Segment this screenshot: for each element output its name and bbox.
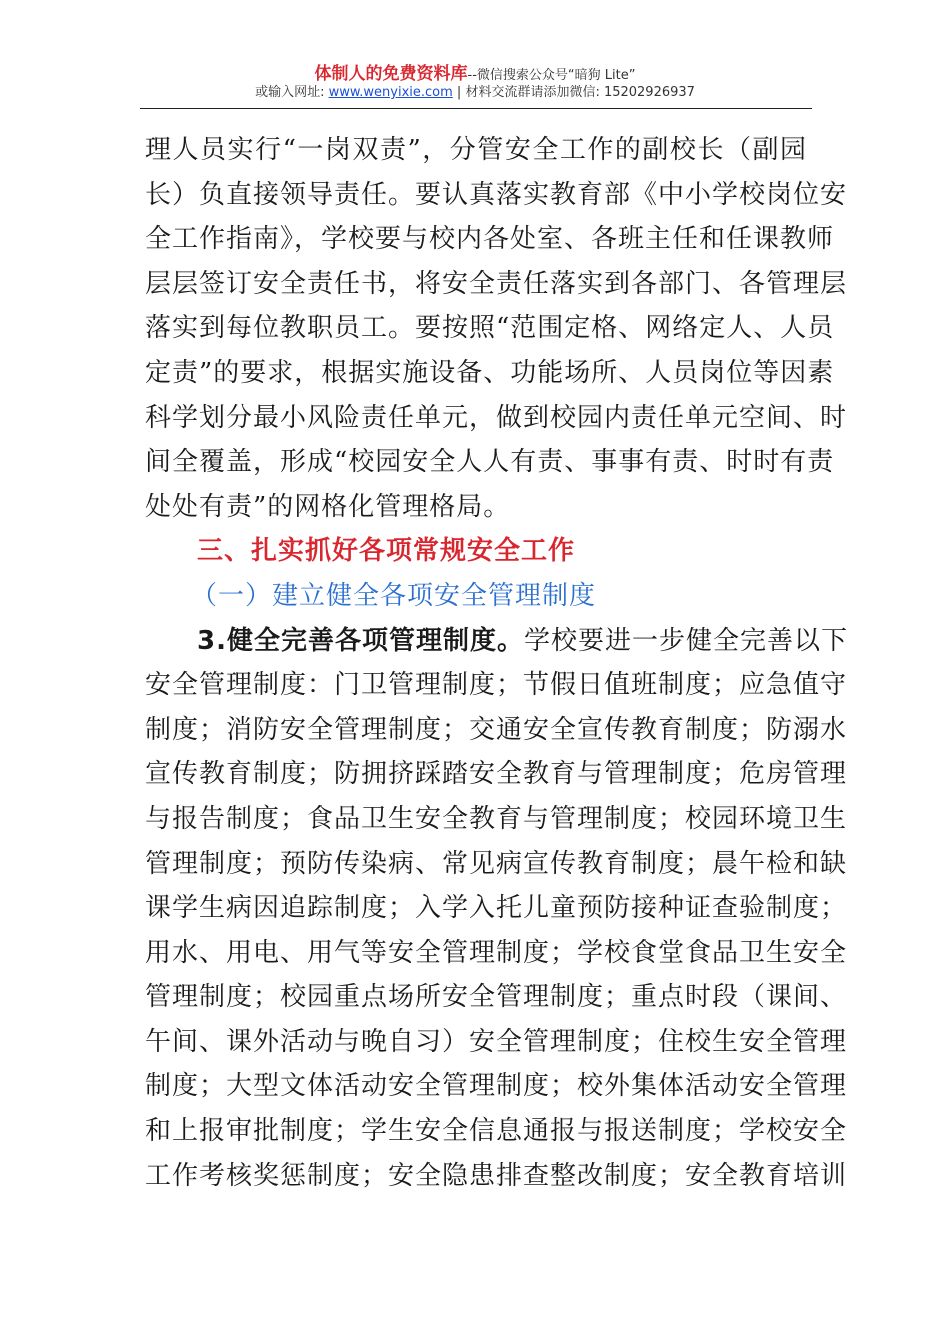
section-heading: 三、扎实抓好各项常规安全工作 bbox=[197, 536, 576, 567]
paragraph-line: 宣传教育制度；防拥挤踩踏安全教育与管理制度；危房管理 bbox=[145, 759, 848, 790]
paragraph-line: 与报告制度；食品卫生安全教育与管理制度；校园环境卫生 bbox=[145, 803, 848, 834]
paragraph-line: 全工作指南》，学校要与校内各处室、各班主任和任课教师 bbox=[145, 224, 835, 255]
paragraph-line: 科学划分最小风险责任单元，做到校园内责任单元空间、时 bbox=[145, 402, 848, 433]
paragraph-line: 制度；大型文体活动安全管理制度；校外集体活动安全管理 bbox=[145, 1071, 848, 1102]
header-url-label: 或输入网址: bbox=[255, 85, 329, 100]
paragraph-line: 理人员实行“一岗双责”，分管安全工作的副校长（副园 bbox=[145, 135, 807, 165]
subsection-heading: （一）建立健全各项安全管理制度 bbox=[191, 580, 597, 611]
paragraph-line: 和上报审批制度；学生安全信息通报与报送制度；学校安全 bbox=[145, 1116, 848, 1147]
paragraph-line: 管理制度；预防传染病、常见病宣传教育制度；晨午检和缺 bbox=[145, 848, 848, 879]
paragraph-line: 管理制度；校园重点场所安全管理制度；重点时段（课间、 bbox=[145, 982, 848, 1013]
paragraph-line: 工作考核奖惩制度；安全隐患排查整改制度；安全教育培训 bbox=[145, 1160, 848, 1191]
header-title-line bbox=[0, 64, 950, 84]
document-body bbox=[145, 128, 848, 1198]
paragraph-line: 午间、课外活动与晚自习）安全管理制度；住校生安全管理 bbox=[145, 1026, 848, 1057]
item-3-first-line bbox=[145, 619, 848, 664]
document-header bbox=[0, 64, 950, 102]
paragraph-line: 长）负直接领导责任。要认真落实教育部《中小学校岗位安 bbox=[145, 179, 848, 210]
paragraph-line: 落实到每位教职员工。要按照“范围定格、网络定人、人员 bbox=[145, 313, 835, 344]
paragraph-line: 安全管理制度：门卫管理制度；节假日值班制度；应急值守 bbox=[145, 670, 848, 701]
item-3-title: 3.健全完善各项管理制度。 bbox=[197, 625, 524, 656]
paragraph-line: 间全覆盖，形成“校园安全人人有责、事事有责、时时有责 bbox=[145, 447, 835, 478]
header-subtitle: --微信搜索公众号“暗狗 Lite” bbox=[467, 68, 636, 83]
header-title: 体制人的免费资料库 bbox=[314, 64, 468, 84]
paragraph-line: 处处有责”的网格化管理格局。 bbox=[145, 491, 511, 522]
header-wechat-info: | 材料交流群请添加微信: 15202926937 bbox=[452, 85, 695, 100]
paragraph-line: 用水、用电、用气等安全管理制度；学校食堂食品卫生安全 bbox=[145, 937, 848, 968]
paragraph-line: 课学生病因追踪制度；入学入托儿童预防接种证查验制度； bbox=[145, 893, 848, 924]
item-3-text: 学校要进一步健全完善以下 bbox=[523, 625, 848, 656]
paragraph-line: 定责”的要求，根据实施设备、功能场所、人员岗位等因素 bbox=[145, 357, 835, 388]
paragraph-line: 制度；消防安全管理制度；交通安全宣传教育制度；防溺水 bbox=[145, 714, 848, 745]
header-divider bbox=[140, 108, 812, 109]
paragraph-line: 层层签订安全责任书，将安全责任落实到各部门、各管理层 bbox=[145, 268, 848, 299]
header-contact-line bbox=[0, 84, 950, 102]
website-link[interactable]: www.wenyixie.com bbox=[328, 85, 453, 100]
